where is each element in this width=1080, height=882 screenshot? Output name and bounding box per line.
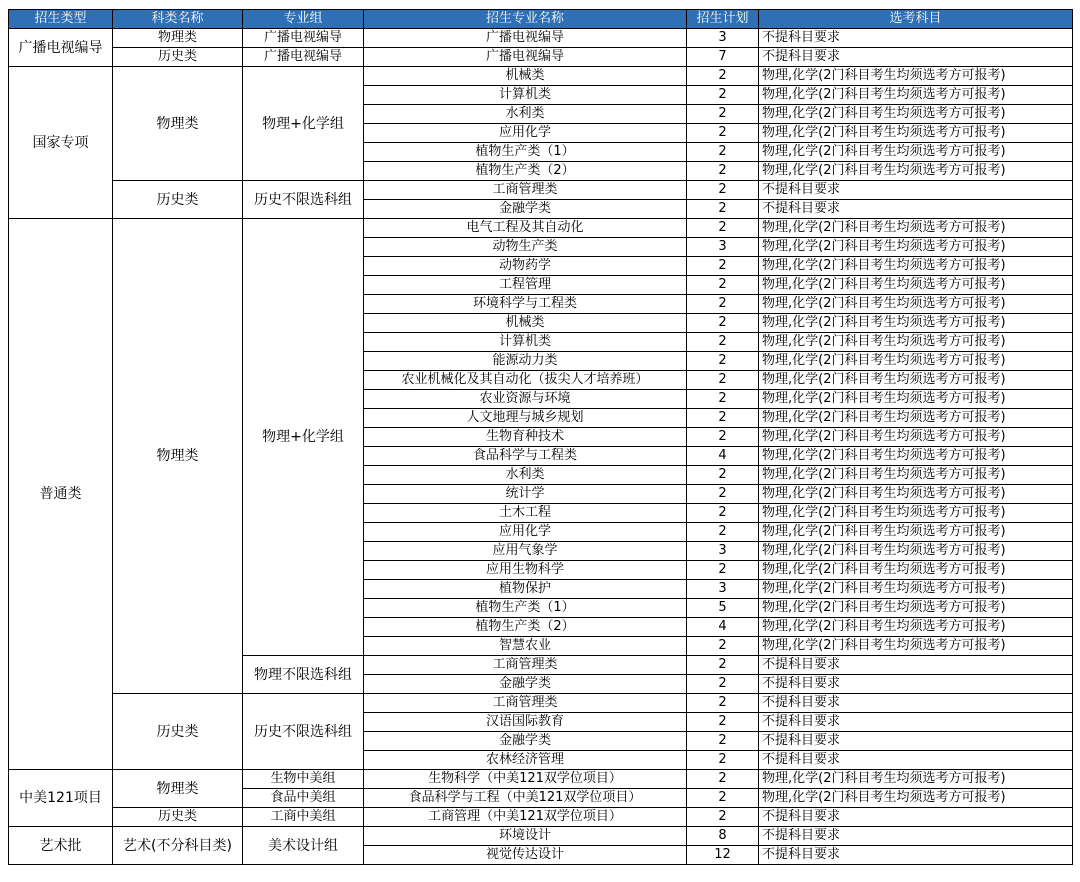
plan-count-cell: 2 (687, 371, 759, 390)
major-name-cell: 金融学类 (364, 675, 687, 694)
major-name-cell: 水利类 (364, 466, 687, 485)
required-subjects-cell: 物理,化学(2门科目考生均须选考方可报考) (759, 86, 1073, 105)
major-name-cell: 工程管理 (364, 276, 687, 295)
major-name-cell: 植物生产类（1） (364, 143, 687, 162)
required-subjects-cell: 物理,化学(2门科目考生均须选考方可报考) (759, 238, 1073, 257)
major-group-cell: 美术设计组 (243, 827, 364, 865)
major-group-cell: 物理+化学组 (243, 67, 364, 181)
plan-count-cell: 2 (687, 314, 759, 333)
major-name-cell: 土木工程 (364, 504, 687, 523)
plan-count-cell: 2 (687, 732, 759, 751)
major-group-cell: 历史不限选科组 (243, 694, 364, 770)
admission-type-cell: 艺术批 (9, 827, 113, 865)
major-group-cell: 广播电视编导 (243, 48, 364, 67)
plan-count-cell: 2 (687, 200, 759, 219)
major-name-cell: 机械类 (364, 67, 687, 86)
required-subjects-cell: 物理,化学(2门科目考生均须选考方可报考) (759, 770, 1073, 789)
table-header-row (9, 10, 1073, 29)
major-name-cell: 人文地理与城乡规划 (364, 409, 687, 428)
major-name-cell: 智慧农业 (364, 637, 687, 656)
major-name-cell: 广播电视编导 (364, 29, 687, 48)
plan-count-cell: 7 (687, 48, 759, 67)
required-subjects-cell: 物理,化学(2门科目考生均须选考方可报考) (759, 295, 1073, 314)
header-plan-count: 招生计划 (687, 10, 759, 29)
required-subjects-cell: 不提科目要求 (759, 181, 1073, 200)
major-group-cell: 历史不限选科组 (243, 181, 364, 219)
required-subjects-cell: 物理,化学(2门科目考生均须选考方可报考) (759, 580, 1073, 599)
required-subjects-cell: 不提科目要求 (759, 751, 1073, 770)
major-name-cell: 动物药学 (364, 257, 687, 276)
major-name-cell: 应用化学 (364, 124, 687, 143)
required-subjects-cell: 物理,化学(2门科目考生均须选考方可报考) (759, 599, 1073, 618)
plan-count-cell: 2 (687, 428, 759, 447)
major-group-cell: 生物中美组 (243, 770, 364, 789)
plan-count-cell: 2 (687, 561, 759, 580)
admission-type-cell: 国家专项 (9, 67, 113, 219)
major-group-cell: 广播电视编导 (243, 29, 364, 48)
plan-count-cell: 2 (687, 751, 759, 770)
plan-count-cell: 2 (687, 86, 759, 105)
plan-count-cell: 2 (687, 409, 759, 428)
major-name-cell: 机械类 (364, 314, 687, 333)
required-subjects-cell: 物理,化学(2门科目考生均须选考方可报考) (759, 219, 1073, 238)
required-subjects-cell: 物理,化学(2门科目考生均须选考方可报考) (759, 428, 1073, 447)
plan-count-cell: 2 (687, 257, 759, 276)
required-subjects-cell: 物理,化学(2门科目考生均须选考方可报考) (759, 314, 1073, 333)
major-group-cell: 物理不限选科组 (243, 656, 364, 694)
required-subjects-cell: 物理,化学(2门科目考生均须选考方可报考) (759, 143, 1073, 162)
plan-count-cell: 2 (687, 504, 759, 523)
major-group-cell: 工商中美组 (243, 808, 364, 827)
plan-count-cell: 2 (687, 390, 759, 409)
plan-count-cell: 3 (687, 238, 759, 257)
required-subjects-cell: 不提科目要求 (759, 48, 1073, 67)
table-row (9, 219, 1073, 238)
major-name-cell: 工商管理类 (364, 656, 687, 675)
table-row (9, 827, 1073, 846)
plan-count-cell: 2 (687, 352, 759, 371)
major-name-cell: 农业资源与环境 (364, 390, 687, 409)
table-body (9, 29, 1073, 865)
required-subjects-cell: 物理,化学(2门科目考生均须选考方可报考) (759, 371, 1073, 390)
required-subjects-cell: 不提科目要求 (759, 732, 1073, 751)
header-major-group: 专业组 (243, 10, 364, 29)
major-name-cell: 植物生产类（2） (364, 162, 687, 181)
plan-count-cell: 2 (687, 276, 759, 295)
required-subjects-cell: 物理,化学(2门科目考生均须选考方可报考) (759, 67, 1073, 86)
major-name-cell: 广播电视编导 (364, 48, 687, 67)
plan-count-cell: 2 (687, 333, 759, 352)
major-name-cell: 计算机类 (364, 333, 687, 352)
header-subject-category: 科类名称 (113, 10, 243, 29)
plan-count-cell: 4 (687, 618, 759, 637)
required-subjects-cell: 不提科目要求 (759, 29, 1073, 48)
required-subjects-cell: 物理,化学(2门科目考生均须选考方可报考) (759, 333, 1073, 352)
major-name-cell: 应用化学 (364, 523, 687, 542)
subject-category-cell: 物理类 (113, 67, 243, 181)
plan-count-cell: 3 (687, 29, 759, 48)
required-subjects-cell: 不提科目要求 (759, 713, 1073, 732)
header-admission-type: 招生类型 (9, 10, 113, 29)
plan-count-cell: 2 (687, 808, 759, 827)
major-name-cell: 金融学类 (364, 732, 687, 751)
major-name-cell: 农业机械化及其自动化（拔尖人才培养班） (364, 371, 687, 390)
required-subjects-cell: 物理,化学(2门科目考生均须选考方可报考) (759, 105, 1073, 124)
required-subjects-cell: 物理,化学(2门科目考生均须选考方可报考) (759, 618, 1073, 637)
plan-count-cell: 2 (687, 523, 759, 542)
major-name-cell: 生物育种技术 (364, 428, 687, 447)
admission-type-cell: 广播电视编导 (9, 29, 113, 67)
required-subjects-cell: 物理,化学(2门科目考生均须选考方可报考) (759, 124, 1073, 143)
required-subjects-cell: 不提科目要求 (759, 656, 1073, 675)
major-name-cell: 食品科学与工程类 (364, 447, 687, 466)
major-name-cell: 视觉传达设计 (364, 846, 687, 865)
admission-type-cell: 中美121项目 (9, 770, 113, 827)
plan-count-cell: 3 (687, 542, 759, 561)
subject-category-cell: 历史类 (113, 181, 243, 219)
major-name-cell: 计算机类 (364, 86, 687, 105)
plan-count-cell: 2 (687, 162, 759, 181)
admission-type-cell: 普通类 (9, 219, 113, 770)
required-subjects-cell: 不提科目要求 (759, 846, 1073, 865)
subject-category-cell: 历史类 (113, 694, 243, 770)
required-subjects-cell: 物理,化学(2门科目考生均须选考方可报考) (759, 523, 1073, 542)
major-name-cell: 环境科学与工程类 (364, 295, 687, 314)
plan-count-cell: 2 (687, 295, 759, 314)
plan-count-cell: 2 (687, 713, 759, 732)
major-name-cell: 食品科学与工程（中美121双学位项目） (364, 789, 687, 808)
major-name-cell: 农林经济管理 (364, 751, 687, 770)
major-name-cell: 植物生产类（2） (364, 618, 687, 637)
required-subjects-cell: 物理,化学(2门科目考生均须选考方可报考) (759, 466, 1073, 485)
plan-count-cell: 2 (687, 105, 759, 124)
major-name-cell: 工商管理类 (364, 694, 687, 713)
table-row (9, 808, 1073, 827)
plan-count-cell: 2 (687, 770, 759, 789)
required-subjects-cell: 物理,化学(2门科目考生均须选考方可报考) (759, 789, 1073, 808)
plan-count-cell: 2 (687, 694, 759, 713)
plan-count-cell: 2 (687, 466, 759, 485)
plan-count-cell: 4 (687, 447, 759, 466)
required-subjects-cell: 物理,化学(2门科目考生均须选考方可报考) (759, 542, 1073, 561)
subject-category-cell: 物理类 (113, 770, 243, 808)
plan-count-cell: 3 (687, 580, 759, 599)
plan-count-cell: 8 (687, 827, 759, 846)
required-subjects-cell: 物理,化学(2门科目考生均须选考方可报考) (759, 390, 1073, 409)
subject-category-cell: 历史类 (113, 48, 243, 67)
major-name-cell: 工商管理（中美121双学位项目） (364, 808, 687, 827)
plan-count-cell: 2 (687, 219, 759, 238)
subject-category-cell: 物理类 (113, 29, 243, 48)
plan-count-cell: 2 (687, 485, 759, 504)
required-subjects-cell: 物理,化学(2门科目考生均须选考方可报考) (759, 485, 1073, 504)
required-subjects-cell: 不提科目要求 (759, 808, 1073, 827)
required-subjects-cell: 物理,化学(2门科目考生均须选考方可报考) (759, 561, 1073, 580)
major-name-cell: 金融学类 (364, 200, 687, 219)
major-group-cell: 食品中美组 (243, 789, 364, 808)
table-row (9, 694, 1073, 713)
major-name-cell: 电气工程及其自动化 (364, 219, 687, 238)
subject-category-cell: 历史类 (113, 808, 243, 827)
major-name-cell: 动物生产类 (364, 238, 687, 257)
plan-count-cell: 2 (687, 675, 759, 694)
plan-count-cell: 2 (687, 637, 759, 656)
table-row (9, 181, 1073, 200)
major-name-cell: 能源动力类 (364, 352, 687, 371)
major-group-cell: 物理+化学组 (243, 219, 364, 656)
major-name-cell: 植物保护 (364, 580, 687, 599)
plan-count-cell: 2 (687, 67, 759, 86)
required-subjects-cell: 物理,化学(2门科目考生均须选考方可报考) (759, 447, 1073, 466)
plan-count-cell: 2 (687, 181, 759, 200)
table-row (9, 48, 1073, 67)
plan-count-cell: 5 (687, 599, 759, 618)
required-subjects-cell: 物理,化学(2门科目考生均须选考方可报考) (759, 504, 1073, 523)
major-name-cell: 植物生产类（1） (364, 599, 687, 618)
major-name-cell: 生物科学（中美121双学位项目） (364, 770, 687, 789)
major-name-cell: 水利类 (364, 105, 687, 124)
required-subjects-cell: 不提科目要求 (759, 675, 1073, 694)
table-row (9, 770, 1073, 789)
table-row (9, 67, 1073, 86)
plan-count-cell: 2 (687, 124, 759, 143)
major-name-cell: 应用生物科学 (364, 561, 687, 580)
major-name-cell: 统计学 (364, 485, 687, 504)
major-name-cell: 汉语国际教育 (364, 713, 687, 732)
required-subjects-cell: 物理,化学(2门科目考生均须选考方可报考) (759, 257, 1073, 276)
required-subjects-cell: 不提科目要求 (759, 827, 1073, 846)
major-name-cell: 工商管理类 (364, 181, 687, 200)
major-name-cell: 环境设计 (364, 827, 687, 846)
subject-category-cell: 艺术(不分科目类) (113, 827, 243, 865)
plan-count-cell: 2 (687, 656, 759, 675)
table-row (9, 29, 1073, 48)
subject-category-cell: 物理类 (113, 219, 243, 694)
required-subjects-cell: 物理,化学(2门科目考生均须选考方可报考) (759, 409, 1073, 428)
required-subjects-cell: 物理,化学(2门科目考生均须选考方可报考) (759, 162, 1073, 181)
required-subjects-cell: 物理,化学(2门科目考生均须选考方可报考) (759, 352, 1073, 371)
plan-count-cell: 2 (687, 789, 759, 808)
required-subjects-cell: 不提科目要求 (759, 694, 1073, 713)
required-subjects-cell: 物理,化学(2门科目考生均须选考方可报考) (759, 637, 1073, 656)
header-major-name: 招生专业名称 (364, 10, 687, 29)
admission-plan-table (8, 9, 1073, 865)
plan-count-cell: 2 (687, 143, 759, 162)
header-required-subjects: 选考科目 (759, 10, 1073, 29)
required-subjects-cell: 不提科目要求 (759, 200, 1073, 219)
major-name-cell: 应用气象学 (364, 542, 687, 561)
plan-count-cell: 12 (687, 846, 759, 865)
required-subjects-cell: 物理,化学(2门科目考生均须选考方可报考) (759, 276, 1073, 295)
